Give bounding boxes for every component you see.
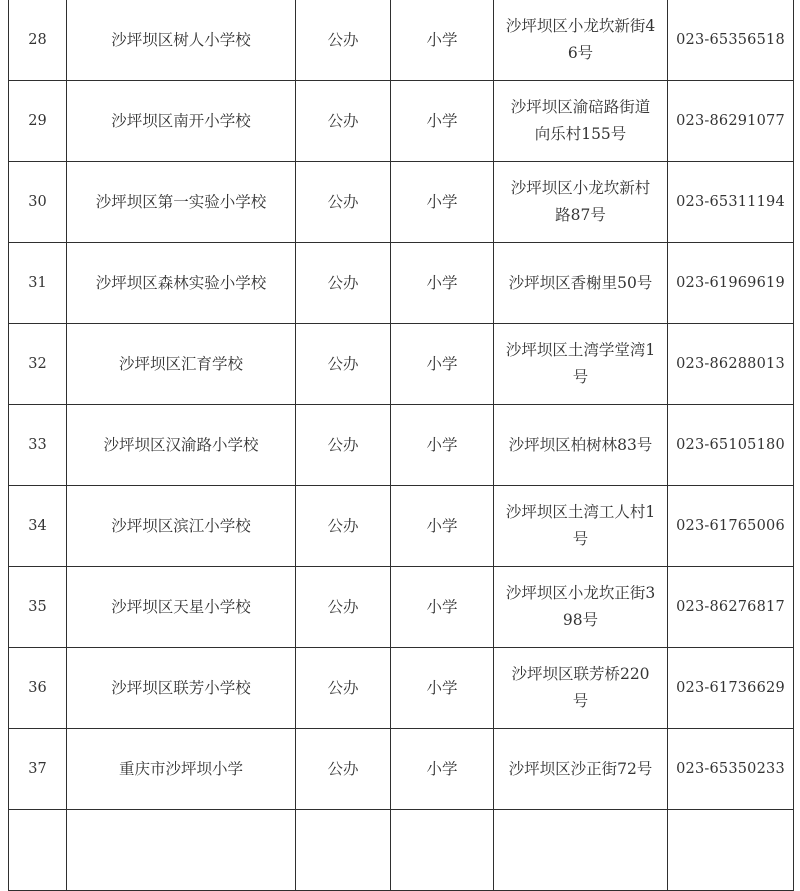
school-level: 小学 xyxy=(391,648,494,729)
school-address xyxy=(494,810,668,891)
table-row xyxy=(9,324,794,405)
school-phone: 023-86276817 xyxy=(668,567,794,648)
row-number: 28 xyxy=(9,0,67,81)
school-name: 沙坪坝区树人小学校 xyxy=(67,0,296,81)
table-row xyxy=(9,486,794,567)
school-level: 小学 xyxy=(391,81,494,162)
school-phone: 023-61736629 xyxy=(668,648,794,729)
row-number: 35 xyxy=(9,567,67,648)
school-type: 公办 xyxy=(296,486,391,567)
school-address: 沙坪坝区小龙坎新村路87号 xyxy=(494,162,668,243)
table-row xyxy=(9,567,794,648)
school-level: 小学 xyxy=(391,0,494,81)
school-phone: 023-65311194 xyxy=(668,162,794,243)
row-number: 33 xyxy=(9,405,67,486)
school-name: 沙坪坝区滨江小学校 xyxy=(67,486,296,567)
school-name: 沙坪坝区南开小学校 xyxy=(67,81,296,162)
school-name: 沙坪坝区森林实验小学校 xyxy=(67,243,296,324)
school-level: 小学 xyxy=(391,567,494,648)
table-row xyxy=(9,729,794,810)
school-address: 沙坪坝区沙正街72号 xyxy=(494,729,668,810)
school-type xyxy=(296,810,391,891)
school-address: 沙坪坝区小龙坎正街398号 xyxy=(494,567,668,648)
school-name: 重庆市沙坪坝小学 xyxy=(67,729,296,810)
school-phone: 023-86288013 xyxy=(668,324,794,405)
school-phone: 023-65356518 xyxy=(668,0,794,81)
school-type: 公办 xyxy=(296,324,391,405)
school-level: 小学 xyxy=(391,729,494,810)
school-type: 公办 xyxy=(296,81,391,162)
table-row xyxy=(9,243,794,324)
row-number: 37 xyxy=(9,729,67,810)
school-address: 沙坪坝区渝碚路街道向乐村155号 xyxy=(494,81,668,162)
school-type: 公办 xyxy=(296,648,391,729)
row-number: 30 xyxy=(9,162,67,243)
table-row xyxy=(9,0,794,81)
school-phone: 023-86291077 xyxy=(668,81,794,162)
school-table xyxy=(8,0,794,891)
school-phone: 023-65105180 xyxy=(668,405,794,486)
row-number: 31 xyxy=(9,243,67,324)
school-address: 沙坪坝区香榭里50号 xyxy=(494,243,668,324)
school-phone: 023-61969619 xyxy=(668,243,794,324)
table-row xyxy=(9,162,794,243)
school-address: 沙坪坝区柏树林83号 xyxy=(494,405,668,486)
school-type: 公办 xyxy=(296,405,391,486)
school-name: 沙坪坝区第一实验小学校 xyxy=(67,162,296,243)
school-level: 小学 xyxy=(391,243,494,324)
school-address: 沙坪坝区土湾工人村1号 xyxy=(494,486,668,567)
table-row xyxy=(9,648,794,729)
school-type: 公办 xyxy=(296,0,391,81)
school-level: 小学 xyxy=(391,324,494,405)
school-type: 公办 xyxy=(296,567,391,648)
table-row xyxy=(9,81,794,162)
school-name: 沙坪坝区汇育学校 xyxy=(67,324,296,405)
school-name: 沙坪坝区汉渝路小学校 xyxy=(67,405,296,486)
school-address: 沙坪坝区联芳桥220号 xyxy=(494,648,668,729)
school-level: 小学 xyxy=(391,486,494,567)
school-type: 公办 xyxy=(296,162,391,243)
school-name xyxy=(67,810,296,891)
school-phone xyxy=(668,810,794,891)
school-address: 沙坪坝区小龙坎新街46号 xyxy=(494,0,668,81)
row-number: 34 xyxy=(9,486,67,567)
row-number: 32 xyxy=(9,324,67,405)
row-number: 36 xyxy=(9,648,67,729)
school-type: 公办 xyxy=(296,243,391,324)
school-level: 小学 xyxy=(391,162,494,243)
row-number xyxy=(9,810,67,891)
table-row xyxy=(9,405,794,486)
school-phone: 023-61765006 xyxy=(668,486,794,567)
school-level xyxy=(391,810,494,891)
school-address: 沙坪坝区土湾学堂湾1号 xyxy=(494,324,668,405)
school-name: 沙坪坝区天星小学校 xyxy=(67,567,296,648)
school-phone: 023-65350233 xyxy=(668,729,794,810)
school-name: 沙坪坝区联芳小学校 xyxy=(67,648,296,729)
school-level: 小学 xyxy=(391,405,494,486)
school-type: 公办 xyxy=(296,729,391,810)
row-number: 29 xyxy=(9,81,67,162)
table-row xyxy=(9,810,794,891)
